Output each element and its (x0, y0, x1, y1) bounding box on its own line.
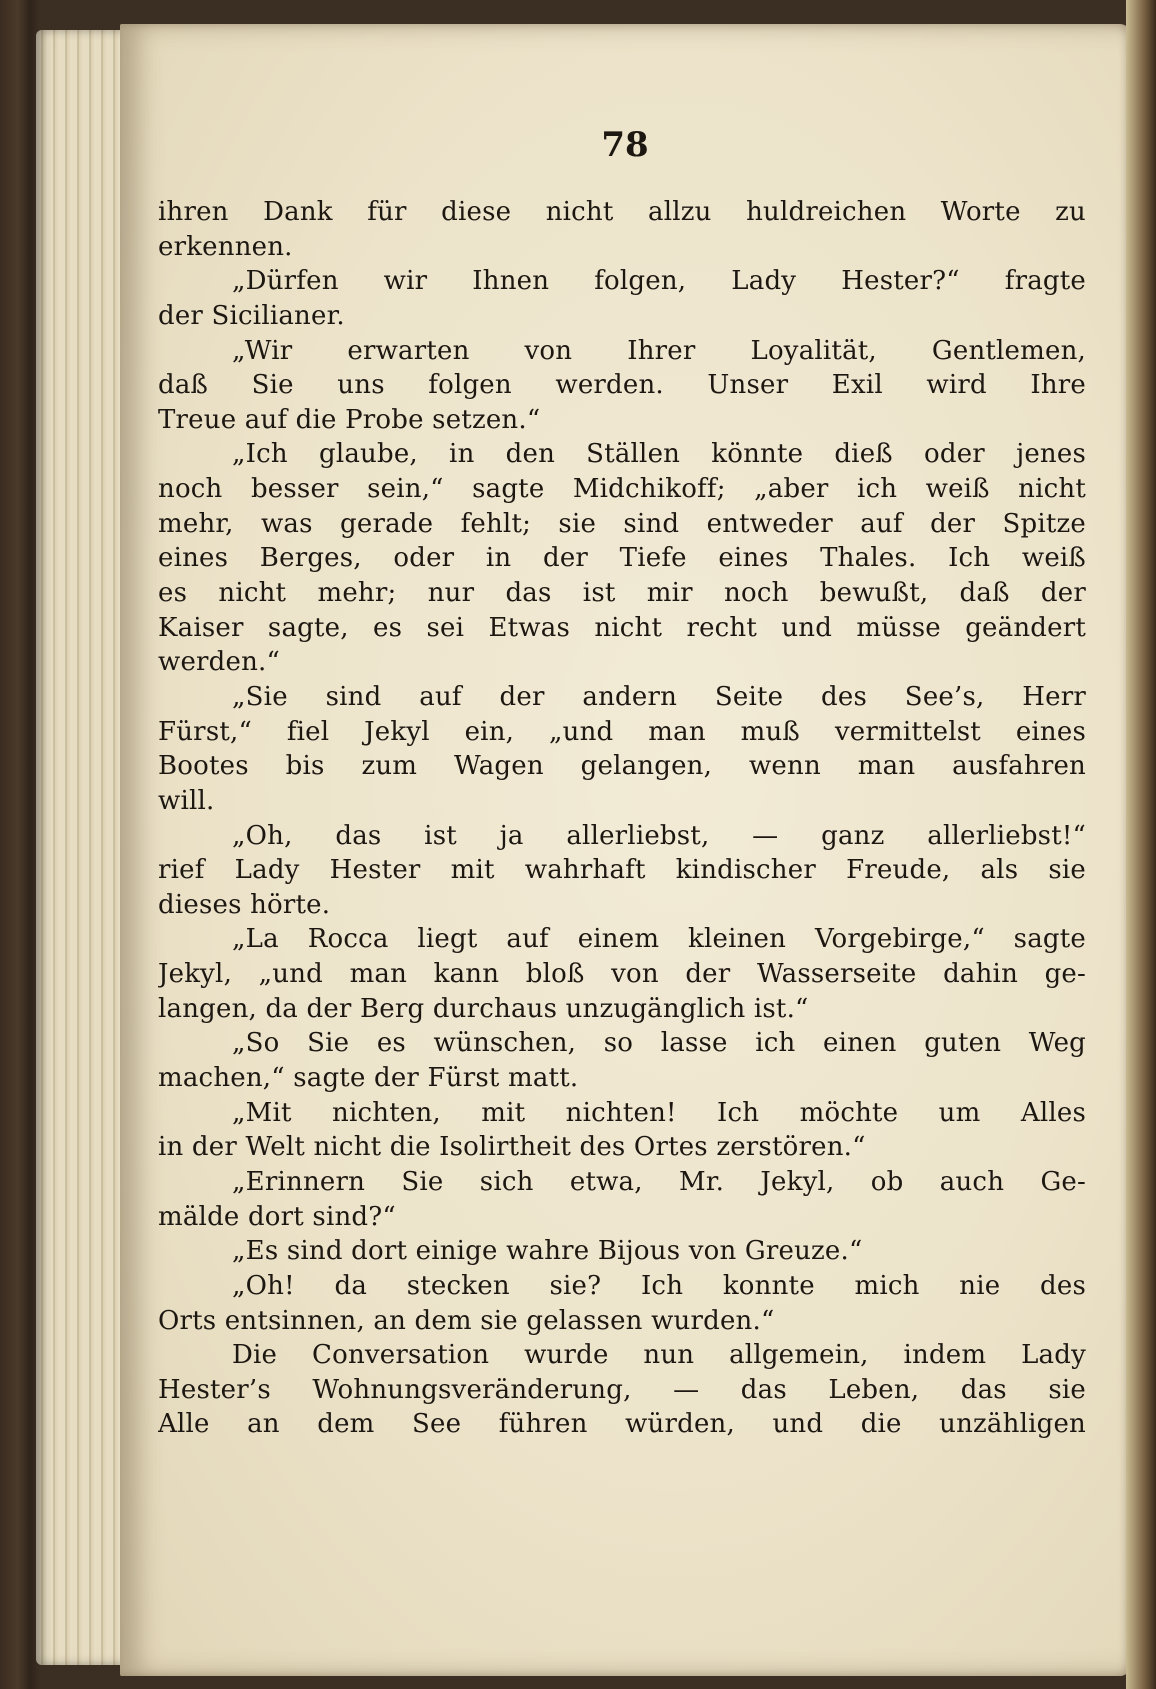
text-line: „Ich glaube, in den Ställen könnte dieß oder jenes (232, 439, 1086, 470)
text-line: mehr, was gerade fehlt; sie sind entweder auf der Spitze (158, 508, 1086, 539)
text-line: es nicht mehr; nur das ist mir noch bewußt, daß der (158, 578, 1086, 609)
text-line: „Sie sind auf der andern Seite des See’s, Herr (232, 681, 1086, 712)
text-line: Alle an dem See führen würden, und die unzähligen (158, 1409, 1086, 1440)
text-line: Hester’s Wohnungsveränderung, — das Leben, das sie (158, 1374, 1086, 1405)
text-line: will. (158, 785, 215, 816)
text-line: Bootes bis zum Wagen gelangen, wenn man ausfahren (158, 751, 1086, 782)
text-line: „Erinnern Sie sich etwa, Mr. Jekyl, ob auch Ge- (232, 1166, 1086, 1197)
text-line: Orts entsinnen, an dem sie gelassen wurden.“ (158, 1305, 775, 1336)
text-line: dieses hörte. (158, 889, 331, 920)
text-line: Fürst,“ fiel Jekyl ein, „und man muß vermittelst eines (158, 716, 1086, 747)
text-line: daß Sie uns folgen werden. Unser Exil wird Ihre (158, 370, 1086, 401)
text-line: machen,“ sagte der Fürst matt. (158, 1063, 579, 1094)
text-line: eines Berges, oder in der Tiefe eines Thales. Ich weiß (158, 543, 1086, 574)
text-line: „So Sie es wünschen, so lasse ich einen guten Weg (232, 1028, 1086, 1059)
text-line: Die Conversation wurde nun allgemein, indem Lady (232, 1340, 1086, 1371)
text-line: langen, da der Berg durchaus unzugänglich ist.“ (158, 993, 809, 1024)
text-line: noch besser sein,“ sagte Midchikoff; „aber ich weiß nicht (158, 474, 1086, 505)
text-line: rief Lady Hester mit wahrhaft kindischer Freude, als sie (158, 855, 1086, 886)
text-line: „Wir erwarten von Ihrer Loyalität, Gentlemen, (232, 335, 1086, 366)
text-line: „Dürfen wir Ihnen folgen, Lady Hester?“ fragte (232, 266, 1086, 297)
text-line: „Oh! da stecken sie? Ich konnte mich nie des (232, 1270, 1086, 1301)
text-line: der Sicilianer. (158, 300, 345, 331)
text-line: Treue auf die Probe setzen.“ (158, 404, 541, 435)
text-line: „La Rocca liegt auf einem kleinen Vorgebirge,“ sagte (232, 924, 1086, 955)
text-line: erkennen. (158, 231, 293, 262)
text-line: Kaiser sagte, es sei Etwas nicht recht und müsse geändert (158, 612, 1086, 643)
text-line: „Oh, das ist ja allerliebst, — ganz allerliebst!“ (232, 820, 1086, 851)
text-line: Jekyl, „und man kann bloß von der Wasserseite dahin ge- (158, 959, 1086, 990)
page-number: 78 (601, 125, 649, 165)
text-line: „Es sind dort einige wahre Bijous von Greuze.“ (232, 1236, 863, 1267)
text-line: mälde dort sind?“ (158, 1201, 396, 1232)
text-line: in der Welt nicht die Isolirtheit des Ortes zerstören.“ (158, 1132, 866, 1163)
page-right-edge (1126, 0, 1156, 1689)
text-line: ihren Dank für diese nicht allzu huldreichen Worte zu (158, 197, 1086, 227)
text-line: werden.“ (158, 647, 281, 678)
text-line: „Mit nichten, mit nichten! Ich möchte um Alles (232, 1097, 1086, 1128)
body-text (158, 195, 1086, 1442)
